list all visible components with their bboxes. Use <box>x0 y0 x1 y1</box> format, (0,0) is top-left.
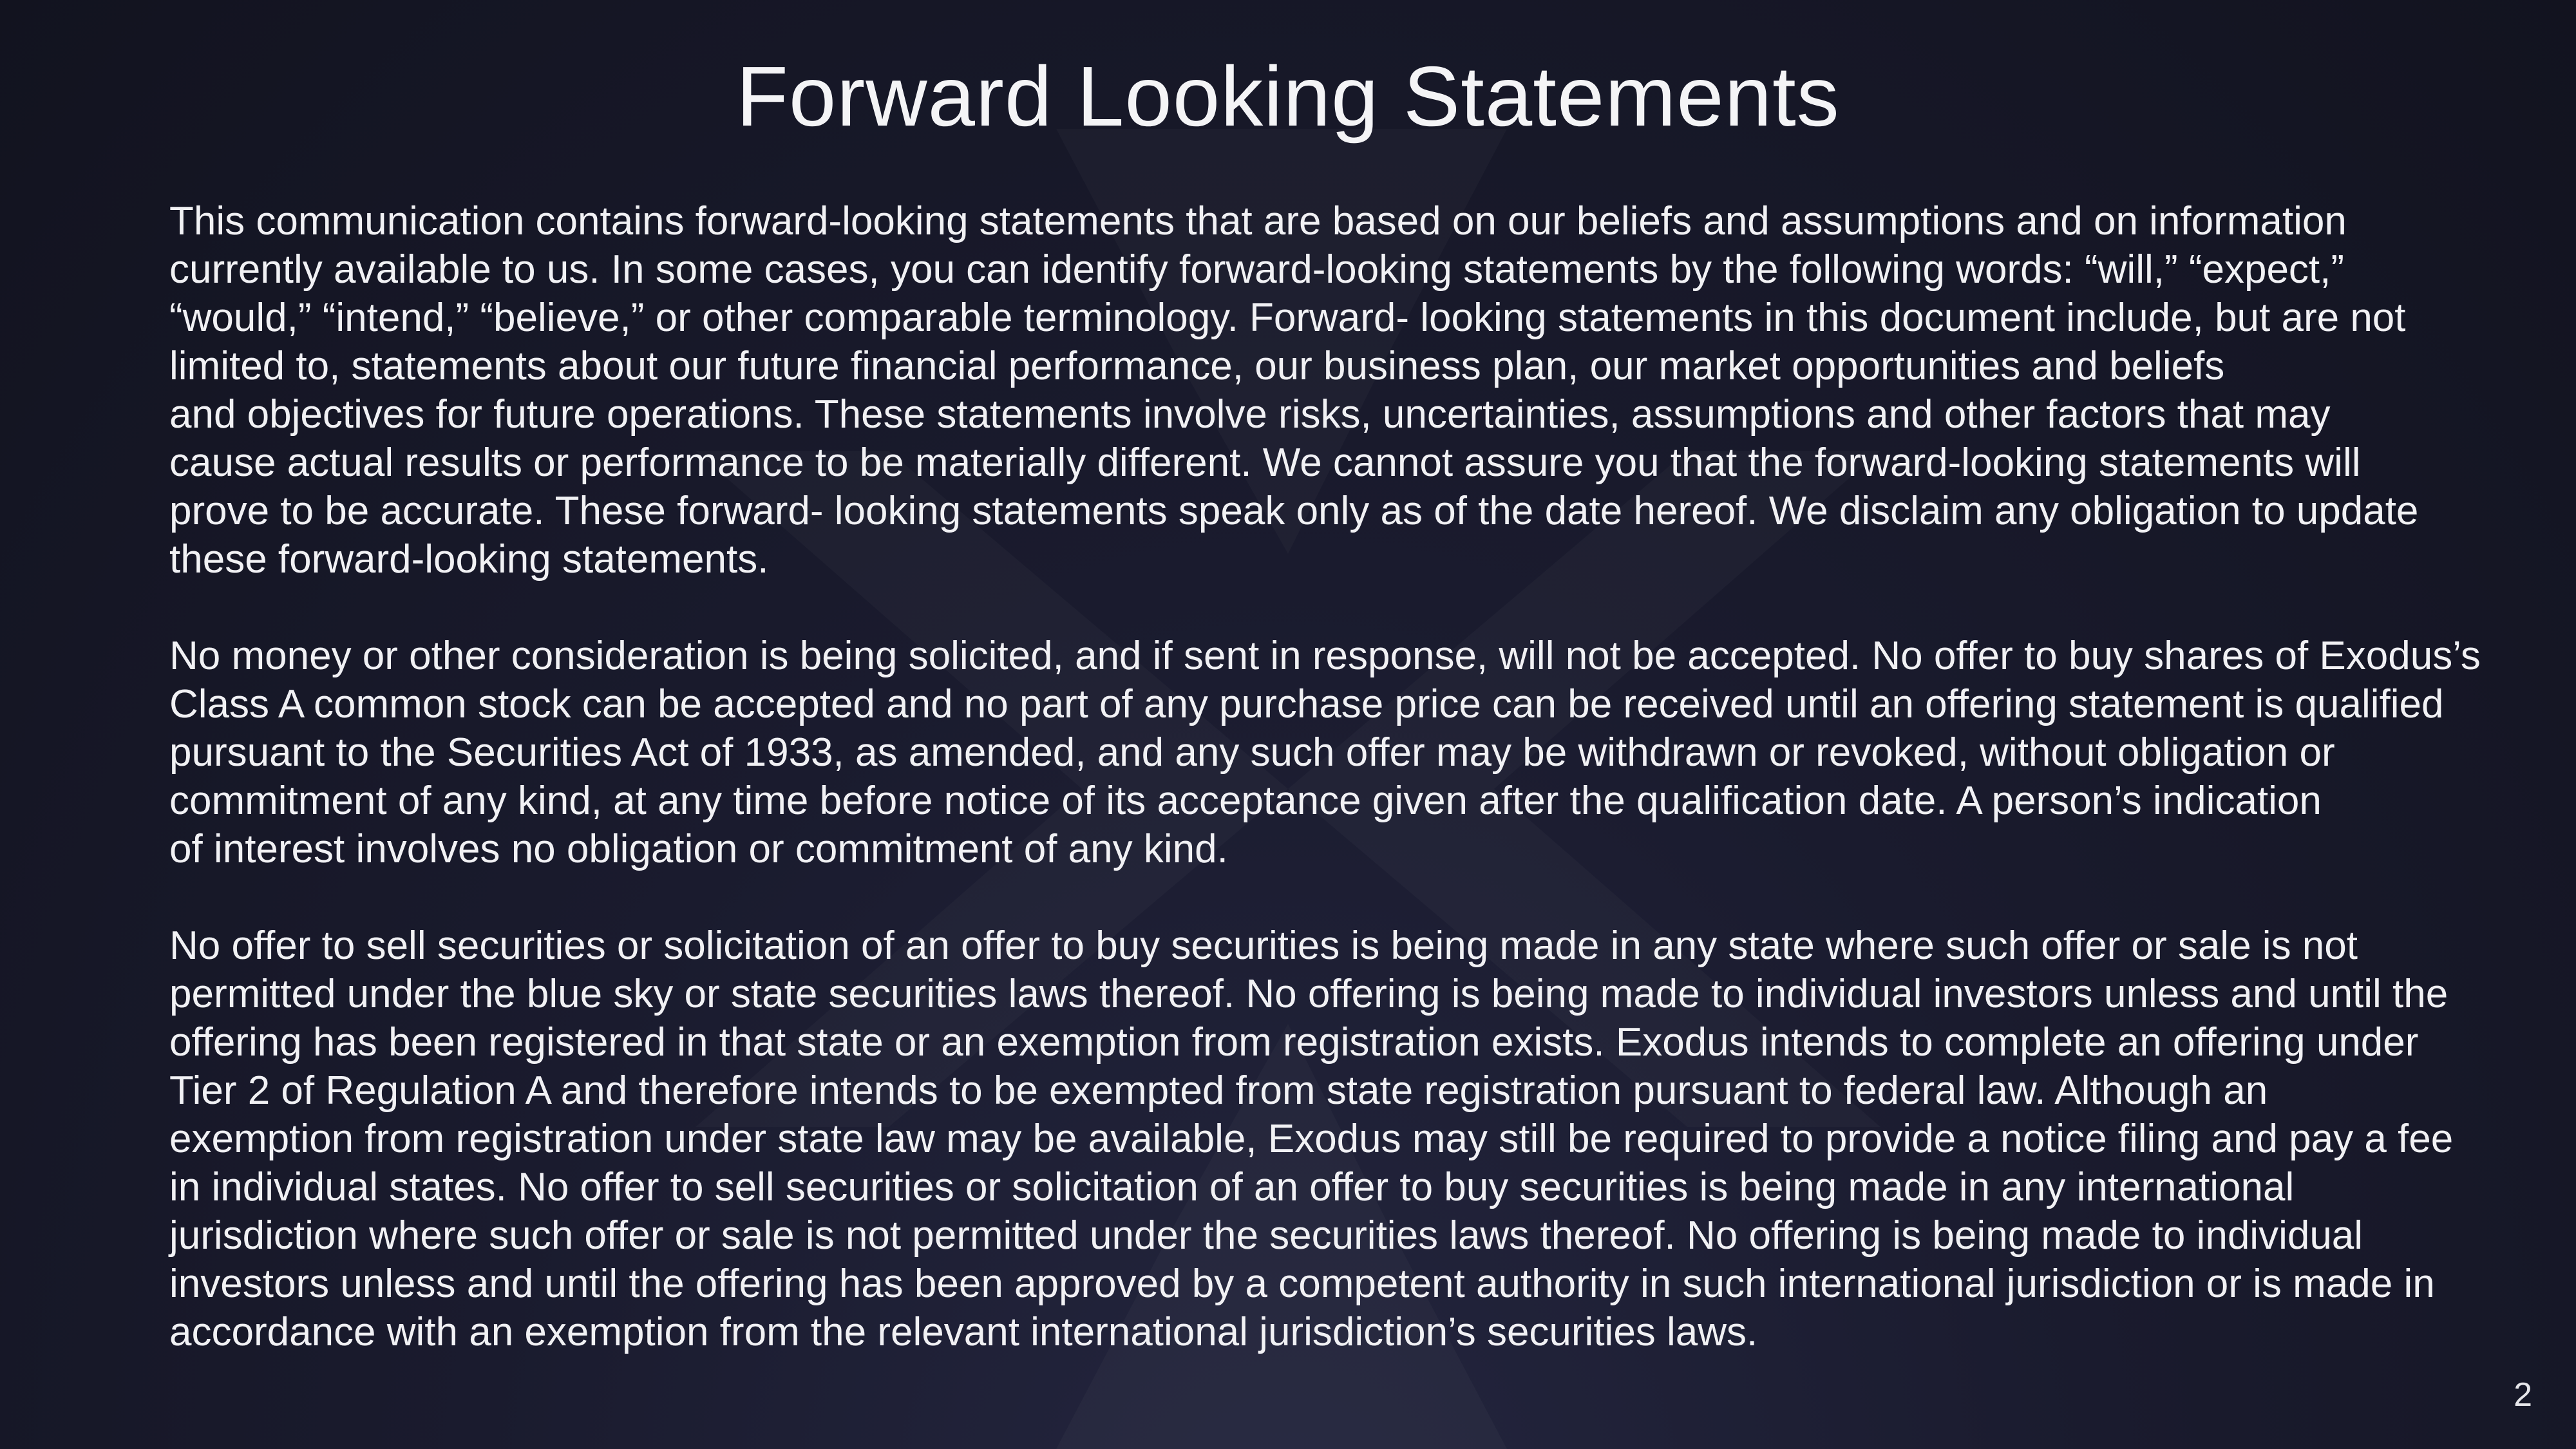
disclaimer-body <box>169 197 2481 1356</box>
paragraph-line: exemption from registration under state law may be available, Exodus may still be required to provide a notice filing and pay a fee <box>169 1117 2454 1161</box>
disclaimer-paragraph <box>169 197 2475 583</box>
paragraph-line: these forward-looking statements. <box>169 537 769 582</box>
paragraph-line: Class A common stock can be accepted and no part of any purchase price can be received until an offering statement is qualified <box>169 682 2444 726</box>
paragraph-line: Tier 2 of Regulation A and therefore intends to be exempted from state registration pursuant to federal law. Although an <box>169 1068 2268 1113</box>
disclaimer-paragraph <box>169 922 2475 1356</box>
page-title: Forward Looking Statements <box>736 49 1840 144</box>
paragraph-line: prove to be accurate. These forward- looking statements speak only as of the date hereof. We disclaim any obligation to update <box>169 489 2419 533</box>
paragraph-line: commitment of any kind, at any time before notice of its acceptance given after the qualification date. A person’s indication <box>169 779 2322 823</box>
paragraph-line: This communication contains forward-looking statements that are based on our beliefs and assumptions and on information <box>169 199 2347 243</box>
paragraph-line: in individual states. No offer to sell securities or solicitation of an offer to buy securities is being made in any international <box>169 1165 2295 1209</box>
paragraph-line: and objectives for future operations. These statements involve risks, uncertainties, assumptions and other factors that may <box>169 392 2331 437</box>
paragraph-line: investors unless and until the offering has been approved by a competent authority in such international jurisdiction or is made in <box>169 1262 2435 1306</box>
paragraph-line: limited to, statements about our future financial performance, our business plan, our market opportunities and beliefs <box>169 344 2225 388</box>
paragraph-line: cause actual results or performance to be materially different. We cannot assure you that the forward-looking statements will <box>169 440 2361 485</box>
paragraph-line: “would,” “intend,” “believe,” or other comparable terminology. Forward- looking statements in this document include, but are not <box>169 296 2406 340</box>
paragraph-line: permitted under the blue sky or state securities laws thereof. No offering is being made to individual investors unless and until the <box>169 972 2448 1016</box>
paragraph-line: currently available to us. In some cases, you can identify forward-looking statements by the following words: “will,” “expect,” <box>169 247 2345 292</box>
paragraph-line: jurisdiction where such offer or sale is not permitted under the securities laws thereof. No offering is being made to individual <box>169 1213 2363 1258</box>
paragraph-line: pursuant to the Securities Act of 1933, as amended, and any such offer may be withdrawn or revoked, without obligation or <box>169 730 2335 775</box>
page-number: 2 <box>2514 1376 2532 1414</box>
paragraph-line: accordance with an exemption from the relevant international jurisdiction’s securities laws. <box>169 1310 1758 1354</box>
paragraph-line: of interest involves no obligation or commitment of any kind. <box>169 827 1228 871</box>
disclaimer-paragraph <box>169 632 2481 873</box>
paragraph-line: No offer to sell securities or solicitation of an offer to buy securities is being made in any state where such offer or sale is not <box>169 923 2358 968</box>
paragraph-line: offering has been registered in that state or an exemption from registration exists. Exodus intends to complete an offering under <box>169 1020 2419 1065</box>
paragraph-line: No money or other consideration is being solicited, and if sent in response, will not be accepted. No offer to buy shares of Exodus’s <box>169 634 2481 678</box>
